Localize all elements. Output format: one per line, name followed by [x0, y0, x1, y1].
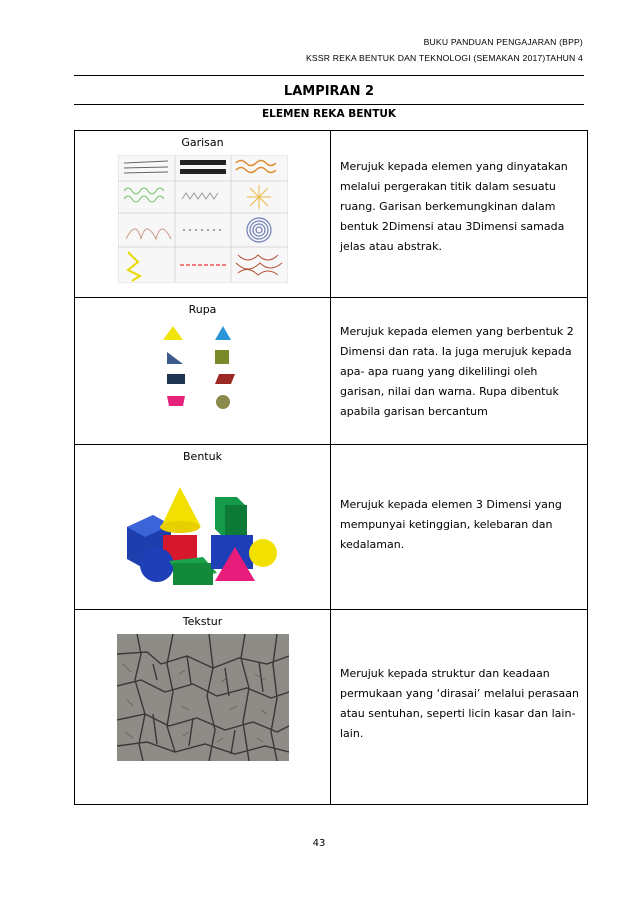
label-garisan: Garisan [181, 136, 224, 149]
table-row-bentuk [75, 445, 588, 610]
line-samples-image [118, 155, 288, 283]
cell-tekstur-description [331, 610, 588, 805]
label-bentuk: Bentuk [183, 450, 222, 463]
table-row-tekstur [75, 610, 588, 805]
cell-tekstur-image [75, 610, 331, 805]
description-garisan: Merujuk kepada elemen yang dinyatakan melalui pergerakan titik dalam sesuatu ruang. Garisan berkemungkinan dalam bentuk 2Dimensi atau 3Dimensi samada jelas atau abstrak. [340, 160, 568, 253]
page-number: 43 [312, 838, 326, 849]
cell-bentuk-image [75, 445, 331, 610]
cell-garisan-description [331, 131, 588, 298]
header-line-1: BUKU PANDUAN PENGAJARAN (BPP) [423, 37, 583, 47]
cell-rupa-image [75, 298, 331, 445]
header-line-2: KSSR REKA BENTUK DAN TEKNOLOGI (SEMAKAN 2017)TAHUN 4 [305, 53, 583, 63]
label-rupa: Rupa [188, 303, 217, 316]
flat-shapes-image [163, 326, 243, 416]
cracked-earth-texture-image [117, 634, 289, 761]
cell-garisan-image [75, 131, 331, 298]
description-tekstur: Merujuk kepada struktur dan keadaan permukaan yang ‘dirasai’ melalui perasaan atau sentuhan, seperti licin kasar dan lain-lain. [340, 667, 579, 740]
label-tekstur: Tekstur [182, 615, 223, 628]
cell-bentuk-description [331, 445, 588, 610]
cell-rupa-description [331, 298, 588, 445]
solid-shapes-image [125, 469, 280, 587]
table-row-garisan [75, 131, 588, 298]
title-rule [74, 104, 584, 105]
table-row-rupa [75, 298, 588, 445]
description-rupa: Merujuk kepada elemen yang berbentuk 2 Dimensi dan rata. Ia juga merujuk kepada apa- apa ruang yang dikelilingi oleh garisan, nilai dan warna. Rupa dibentuk apabila garisan bercantum [340, 325, 574, 418]
page-title: LAMPIRAN 2 [283, 84, 375, 99]
page-subtitle: ELEMEN REKA BENTUK [261, 108, 397, 120]
elements-table [74, 130, 588, 805]
description-bentuk: Merujuk kepada elemen 3 Dimensi yang mempunyai ketinggian, kelebaran dan kedalaman. [340, 498, 562, 551]
header-rule [74, 75, 584, 76]
